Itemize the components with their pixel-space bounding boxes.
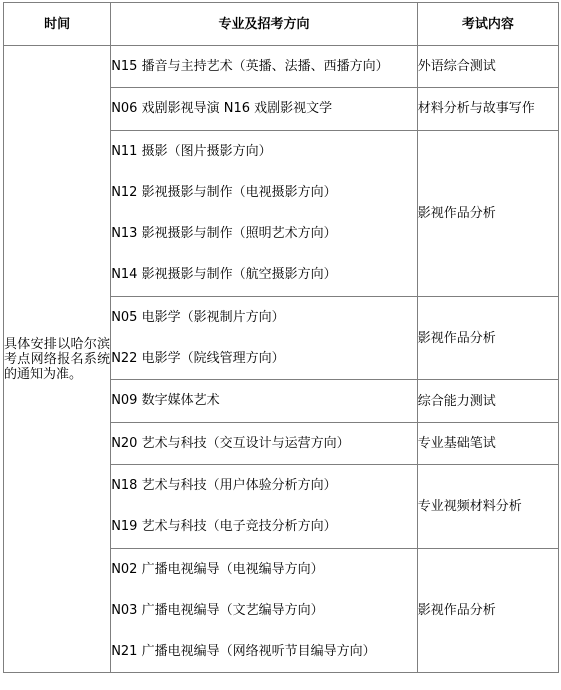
major-item: N09 数字媒体艺术 — [111, 393, 220, 409]
major-cell — [111, 88, 418, 130]
major-item: N13 影视摄影与制作（照明艺术方向） — [111, 226, 337, 242]
exam-content: 材料分析与故事写作 — [417, 88, 558, 130]
time-note: 具体安排以哈尔滨考点网络报名系统的通知为准。 — [4, 46, 111, 673]
major-cell — [111, 380, 418, 422]
header-time: 时间 — [4, 3, 111, 46]
major-cell — [111, 422, 418, 464]
major-item: N05 电影学（影视制片方向） — [111, 309, 285, 325]
exam-content: 影视作品分析 — [417, 548, 558, 673]
major-item: N12 影视摄影与制作（电视摄影方向） — [111, 184, 337, 200]
exam-content: 专业视频材料分析 — [417, 464, 558, 548]
major-item: N18 艺术与科技（用户体验分析方向） — [111, 477, 337, 493]
major-cell — [111, 46, 418, 88]
major-item: N21 广播电视编导（网络视听节目编导方向） — [111, 644, 376, 660]
major-cell — [111, 296, 418, 380]
table-row — [4, 46, 559, 88]
major-item: N14 影视摄影与制作（航空摄影方向） — [111, 267, 337, 283]
major-item: N22 电影学（院线管理方向） — [111, 351, 285, 367]
header-row — [4, 3, 559, 46]
major-cell — [111, 548, 418, 673]
table-body — [4, 46, 559, 673]
exam-content: 综合能力测试 — [417, 380, 558, 422]
major-item: N20 艺术与科技（交互设计与运营方向） — [111, 435, 350, 451]
exam-content: 影视作品分析 — [417, 130, 558, 296]
major-cell — [111, 464, 418, 548]
major-item: N11 摄影（图片摄影方向） — [111, 143, 272, 159]
major-item: N03 广播电视编导（文艺编导方向） — [111, 602, 324, 618]
exam-content: 影视作品分析 — [417, 296, 558, 380]
major-item: N19 艺术与科技（电子竞技分析方向） — [111, 519, 337, 535]
header-major: 专业及招考方向 — [111, 3, 418, 46]
major-item: N06 戏剧影视导演 N16 戏剧影视文学 — [111, 101, 333, 117]
major-cell — [111, 130, 418, 296]
major-item: N02 广播电视编导（电视编导方向） — [111, 561, 324, 577]
exam-content: 外语综合测试 — [417, 46, 558, 88]
exam-schedule-table — [3, 2, 559, 673]
header-exam: 考试内容 — [417, 3, 558, 46]
exam-content: 专业基础笔试 — [417, 422, 558, 464]
major-item: N15 播音与主持艺术（英播、法播、西播方向） — [111, 59, 389, 74]
